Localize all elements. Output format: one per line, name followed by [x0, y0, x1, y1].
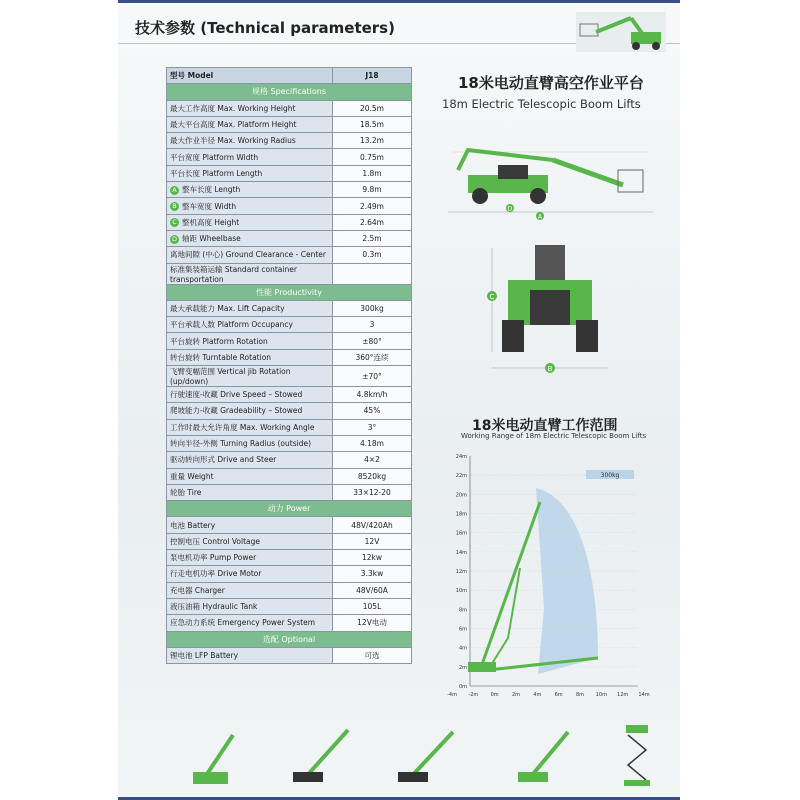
spec-row: [167, 615, 412, 631]
y-tick-label: 20m: [455, 492, 467, 499]
spec-row: [167, 165, 412, 181]
spec-name: 工作时最大允许角度 Max. Working Angle: [170, 422, 315, 432]
spec-value: 3: [333, 317, 412, 333]
machine-thumb-4: [518, 732, 568, 782]
spec-name-cell: [167, 300, 333, 316]
spec-row: [167, 198, 412, 214]
spec-value: 33×12-20: [333, 484, 412, 500]
y-tick-label: 10m: [455, 588, 467, 595]
spec-value: 360°连续: [333, 349, 412, 365]
spec-name-cell: [167, 116, 333, 132]
front-view-drawing: [480, 240, 620, 380]
spec-row: [167, 484, 412, 500]
spec-name-cell: [167, 182, 333, 198]
boom-outline: [480, 502, 540, 670]
spec-name: 最大平台高度 Max. Platform Height: [170, 120, 297, 130]
spec-name: 驱动转向形式 Drive and Steer: [170, 455, 277, 465]
spec-value: 13.2m: [333, 133, 412, 149]
y-tick-label: 22m: [455, 473, 467, 480]
section-title: 动力 Power: [167, 501, 412, 517]
spec-value: 105L: [333, 598, 412, 614]
section-header: [167, 631, 412, 647]
spec-row: [167, 247, 412, 263]
spec-name-cell: [167, 165, 333, 181]
spec-value: 12kw: [333, 550, 412, 566]
spec-name: 泵电机功率 Pump Power: [170, 553, 257, 563]
spec-row: [167, 100, 412, 116]
spec-name: 平台旋转 Platform Rotation: [170, 336, 268, 346]
spec-name: 爬坡能力-收藏 Gradeability – Stowed: [170, 406, 303, 416]
spec-name: 电池 Battery: [170, 520, 216, 530]
spec-name-cell: [167, 214, 333, 230]
spec-name: 飞臂变幅范围 Vertical jib Rotation (up/down): [170, 367, 291, 387]
spec-value: 2.64m: [333, 214, 412, 230]
spec-value: 48V/420Ah: [333, 517, 412, 533]
spec-name-cell: [167, 647, 333, 663]
working-envelope: [536, 488, 598, 674]
spec-name: 应急动力系统 Emergency Power System: [170, 618, 316, 628]
spec-name: 行驶速度-收藏 Drive Speed – Stowed: [170, 390, 303, 400]
spec-name-cell: [167, 550, 333, 566]
spec-name: 充电器 Charger: [170, 585, 225, 595]
dimension-badge: A: [170, 186, 179, 195]
spec-value: 4.18m: [333, 435, 412, 451]
spec-name: 平台承载人数 Platform Occupancy: [170, 320, 293, 330]
spec-row: [167, 263, 412, 284]
model-row: [167, 68, 412, 84]
spec-name-cell: [167, 615, 333, 631]
spec-value: 2.5m: [333, 230, 412, 246]
spec-value: ±80°: [333, 333, 412, 349]
side-view-drawing: [438, 140, 663, 220]
x-tick-label: 8m: [575, 692, 585, 698]
spec-row: [167, 317, 412, 333]
dim-label-c: C: [489, 293, 495, 301]
spec-name: 离地间隙 (中心) Ground Clearance - Center: [170, 250, 327, 260]
legend-label: 300kg: [600, 472, 620, 479]
spec-name-cell: [167, 582, 333, 598]
x-tick-label: 4m: [533, 692, 542, 698]
spec-row: [167, 387, 412, 403]
spec-name-cell: [167, 317, 333, 333]
dimension-badge: D: [171, 234, 177, 243]
spec-name: 平台宽度 Platform Width: [170, 152, 259, 162]
y-tick-label: 18m: [455, 511, 467, 518]
spec-name-cell: [167, 403, 333, 419]
spec-name: 整车宽度 Width: [182, 201, 237, 211]
x-tick-label: -4m: [447, 692, 457, 698]
y-tick-label: 24m: [455, 454, 467, 460]
spec-row: [167, 349, 412, 365]
spec-row: [167, 149, 412, 165]
y-tick-label: 12m: [455, 569, 467, 575]
spec-name-cell: [167, 533, 333, 549]
y-tick-label: 2m: [458, 664, 467, 671]
spec-row: [167, 550, 412, 566]
spec-value: 4×2: [333, 452, 412, 468]
spec-row: [167, 133, 412, 149]
spec-value: 0.75m: [333, 149, 412, 165]
spec-value: 45%: [333, 403, 412, 419]
spec-row: [167, 333, 412, 349]
x-tick-label: 6m: [554, 692, 563, 698]
spec-sheet-page: [118, 0, 680, 800]
spec-row: [167, 116, 412, 132]
section-header: [167, 501, 412, 517]
spec-value: 300kg: [333, 300, 412, 316]
spec-value: 1.8m: [333, 165, 412, 181]
spec-row: [167, 214, 412, 230]
spec-value: 4.8km/h: [333, 387, 412, 403]
dimension-badge: C: [170, 218, 179, 227]
spec-row: [167, 182, 412, 198]
spec-name-cell: [167, 198, 333, 214]
machine-thumb-2: [293, 730, 348, 782]
spec-row: [167, 403, 412, 419]
spec-name: 标准集装箱运输 Standard container transportation: [170, 264, 297, 284]
model-label: 型号 Model: [167, 68, 333, 84]
spec-name-cell: [167, 435, 333, 451]
spec-name: 整车长度 Length: [182, 185, 241, 195]
section-header: [167, 284, 412, 300]
y-tick-label: 14m: [455, 549, 467, 556]
spec-value: 可选: [333, 647, 412, 663]
boom-outline-2: [488, 568, 520, 670]
spec-value: 3.3kw: [333, 566, 412, 582]
section-header: [167, 84, 412, 100]
x-tick-label: 2m: [511, 692, 521, 698]
working-range-diagram: [448, 448, 648, 704]
section-title: 选配 Optional: [167, 631, 412, 647]
product-title-en: 18m Electric Telescopic Boom Lifts: [442, 97, 641, 111]
y-tick-label: 0m: [458, 684, 467, 690]
spec-value: 12V: [333, 533, 412, 549]
spec-name-cell: [167, 333, 333, 349]
spec-name: 整机高度 Height: [182, 217, 240, 227]
spec-name: 转向半径-外侧 Turning Radius (outside): [170, 439, 312, 449]
dim-label-d: D: [507, 205, 513, 213]
machine-thumb-1: [193, 735, 233, 784]
spec-row: [167, 435, 412, 451]
product-title-cn: 18米电动直臂高空作业平台: [458, 74, 644, 92]
spec-row: [167, 566, 412, 582]
spec-row: [167, 366, 412, 387]
spec-name: 平台长度 Platform Length: [170, 168, 263, 178]
spec-value: ±70°: [333, 366, 412, 387]
spec-value: [333, 263, 412, 284]
spec-name: 行走电机功率 Drive Motor: [170, 569, 262, 579]
spec-name-cell: [167, 133, 333, 149]
spec-name: 最大承载能力 Max. Lift Capacity: [170, 304, 285, 313]
spec-name-cell: [167, 484, 333, 500]
range-title-en: Working Range of 18m Electric Telescopic Boom Lifts: [461, 432, 647, 440]
y-tick-label: 6m: [458, 626, 467, 633]
spec-name: 控制电压 Control Voltage: [170, 536, 261, 546]
spec-value: 9.8m: [333, 182, 412, 198]
spec-name-cell: [167, 366, 333, 387]
spec-name-cell: [167, 598, 333, 614]
spec-name-cell: [167, 468, 333, 484]
spec-value: 2.49m: [333, 198, 412, 214]
page-title: 技术参数 (Technical parameters): [135, 19, 395, 37]
dim-label-b: B: [547, 365, 553, 373]
dimension-badge: B: [170, 202, 179, 211]
spec-name-cell: [167, 419, 333, 435]
spec-row: [167, 300, 412, 316]
spec-name-cell: [167, 263, 333, 284]
spec-name: 最大工作高度 Max. Working Height: [170, 103, 296, 113]
y-tick-label: 4m: [458, 645, 467, 652]
hero-machine-image: [576, 12, 666, 52]
spec-name-cell: [167, 230, 333, 246]
x-tick-label: 0m: [490, 692, 499, 698]
model-value: J18: [333, 68, 412, 84]
y-tick-label: 16m: [455, 530, 467, 537]
section-title: 性能 Productivity: [167, 284, 412, 300]
spec-value: 48V/60A: [333, 582, 412, 598]
spec-name-cell: [167, 100, 333, 116]
machine-thumb-5: [624, 725, 650, 786]
spec-row: [167, 533, 412, 549]
spec-row: [167, 419, 412, 435]
spec-row: [167, 468, 412, 484]
y-tick-label: 8m: [458, 607, 467, 614]
dim-label-a: A: [537, 213, 543, 221]
section-title: 规格 Specifications: [167, 84, 412, 100]
x-tick-label: -2m: [468, 692, 479, 698]
spec-value: 12V电动: [333, 615, 412, 631]
spec-name-cell: [167, 149, 333, 165]
spec-value: 3°: [333, 419, 412, 435]
spec-row: [167, 230, 412, 246]
spec-row: [167, 582, 412, 598]
spec-name: 转台旋转 Turntable Rotation: [170, 352, 272, 362]
spec-name-cell: [167, 452, 333, 468]
x-tick-label: 10m: [595, 692, 607, 698]
machine-thumb-3: [398, 732, 453, 782]
spec-value: 20.5m: [333, 100, 412, 116]
spec-name: 液压油箱 Hydraulic Tank: [170, 602, 258, 612]
spec-name-cell: [167, 566, 333, 582]
spec-name: 轴距 Wheelbase: [182, 234, 241, 244]
spec-value: 18.5m: [333, 116, 412, 132]
spec-value: 0.3m: [333, 247, 412, 263]
spec-name-cell: [167, 517, 333, 533]
spec-name: 锂电池 LFP Battery: [170, 650, 239, 660]
spec-name: 重量 Weight: [170, 471, 214, 481]
spec-table: [166, 67, 412, 664]
spec-row: [167, 598, 412, 614]
spec-name: 轮胎 Tire: [170, 487, 202, 497]
spec-name-cell: [167, 387, 333, 403]
x-tick-label: 14m: [638, 692, 650, 698]
spec-row: [167, 452, 412, 468]
application-images: [188, 720, 658, 790]
spec-name-cell: [167, 247, 333, 263]
spec-name: 最大作业半径 Max. Working Radius: [170, 136, 296, 146]
range-title-cn: 18米电动直臂工作范围: [472, 418, 618, 434]
spec-row: [167, 647, 412, 663]
x-tick-label: 12m: [617, 692, 629, 698]
spec-name-cell: [167, 349, 333, 365]
top-stripe: [118, 0, 680, 3]
spec-value: 8520kg: [333, 468, 412, 484]
spec-row: [167, 517, 412, 533]
